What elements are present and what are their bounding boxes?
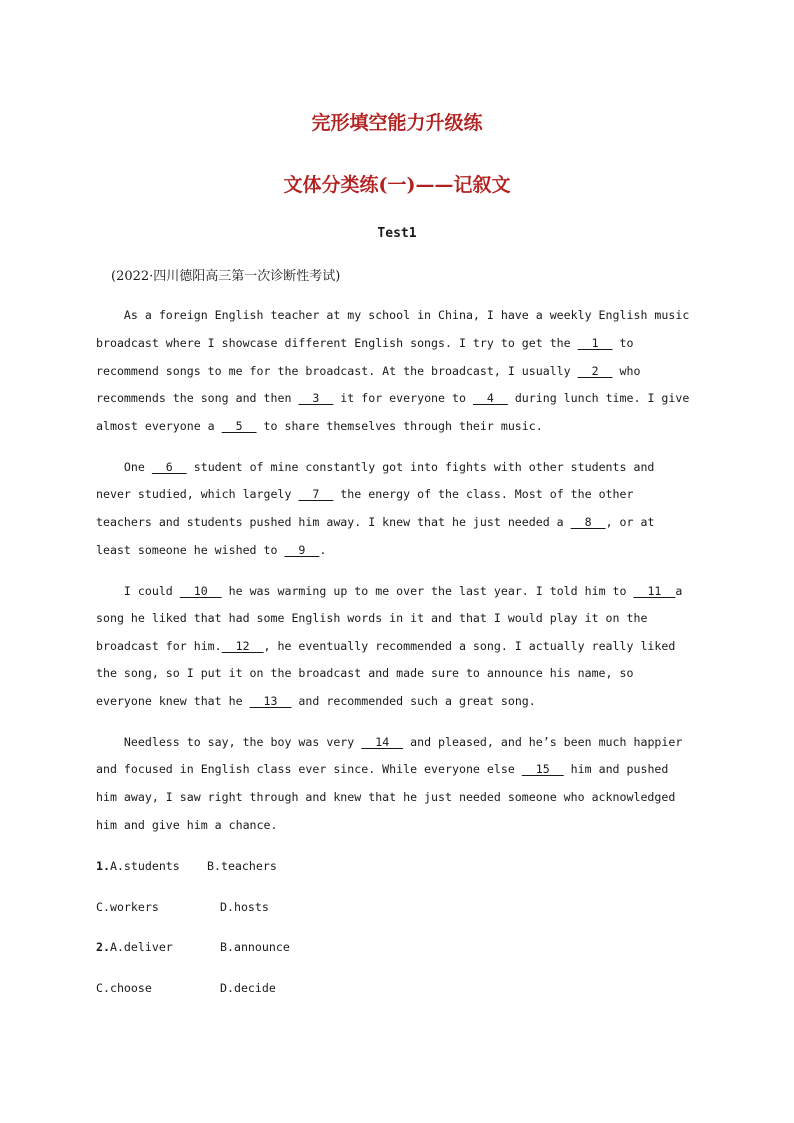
passage-line: least someone he wished to 9 . [96, 543, 327, 557]
passage-line: everyone knew that he 13 and recommended such a great song. [96, 694, 536, 708]
blank-12: 12 [221, 639, 264, 653]
question-2-option-c: C.choose [96, 981, 152, 995]
passage-line: him and give him a chance. [96, 818, 278, 832]
question-1-option-b: B.teachers [207, 859, 277, 873]
blank-15: 15 [521, 762, 564, 776]
blank-10: 10 [179, 584, 222, 598]
passage-line: recommends the song and then 3 it for everyone to 4 during lunch time. I give [96, 391, 690, 405]
question-1-option-c: C.workers [96, 900, 159, 914]
page-title: 完形填空能力升级练 [311, 112, 483, 134]
blank-6: 6 [151, 460, 187, 474]
passage-line: and focused in English class ever since. While everyone else 15 him and pushed [96, 762, 669, 776]
question-2-option-a: 2.A.deliver [96, 940, 173, 954]
source-note: (2022·四川德阳高三第一次诊断性考试) [111, 269, 341, 284]
blank-5: 5 [221, 419, 257, 433]
passage-line: him away, I saw right through and knew that he just needed someone who acknowledged [96, 790, 676, 804]
blank-3: 3 [298, 391, 334, 405]
question-2-option-d: D.decide [220, 981, 276, 995]
blank-9: 9 [284, 543, 320, 557]
question-number: 2. [96, 940, 110, 954]
blank-4: 4 [472, 391, 508, 405]
question-2-option-b: B.announce [220, 940, 290, 954]
passage-line: the song, so I put it on the broadcast and made sure to announce his name, so [96, 666, 634, 680]
passage-line: broadcast for him. 12 , he eventually recommended a song. I actually really liked [96, 639, 676, 653]
test-label: Test1 [377, 226, 417, 241]
passage-line: almost everyone a 5 to share themselves through their music. [96, 419, 543, 433]
blank-14: 14 [361, 735, 404, 749]
passage-line: One 6 student of mine constantly got into fights with other students and [96, 460, 655, 474]
passage-line: I could 10 he was warming up to me over the last year. I told him to 11 a [96, 584, 683, 598]
passage-line: never studied, which largely 7 the energy of the class. Most of the other [96, 487, 634, 501]
passage-line: Needless to say, the boy was very 14 and pleased, and he’s been much happier [96, 735, 683, 749]
question-1-option-d: D.hosts [220, 900, 269, 914]
blank-13: 13 [249, 694, 292, 708]
passage-line: teachers and students pushed him away. I knew that he just needed a 8 , or at [96, 515, 655, 529]
question-number: 1. [96, 859, 110, 873]
blank-8: 8 [570, 515, 606, 529]
question-1-option-a: 1.A.students [96, 859, 180, 873]
passage-line: broadcast where I showcase different English songs. I try to get the 1 to [96, 336, 634, 350]
page-subtitle: 文体分类练(一)——记叙文 [283, 174, 511, 196]
blank-7: 7 [298, 487, 334, 501]
passage-line: As a foreign English teacher at my school in China, I have a weekly English music [96, 308, 690, 322]
passage-line: song he liked that had some English words in it and that I would play it on the [96, 611, 648, 625]
blank-11: 11 [633, 584, 676, 598]
blank-1: 1 [577, 336, 613, 350]
blank-2: 2 [577, 364, 613, 378]
passage-line: recommend songs to me for the broadcast. At the broadcast, I usually 2 who [96, 364, 641, 378]
